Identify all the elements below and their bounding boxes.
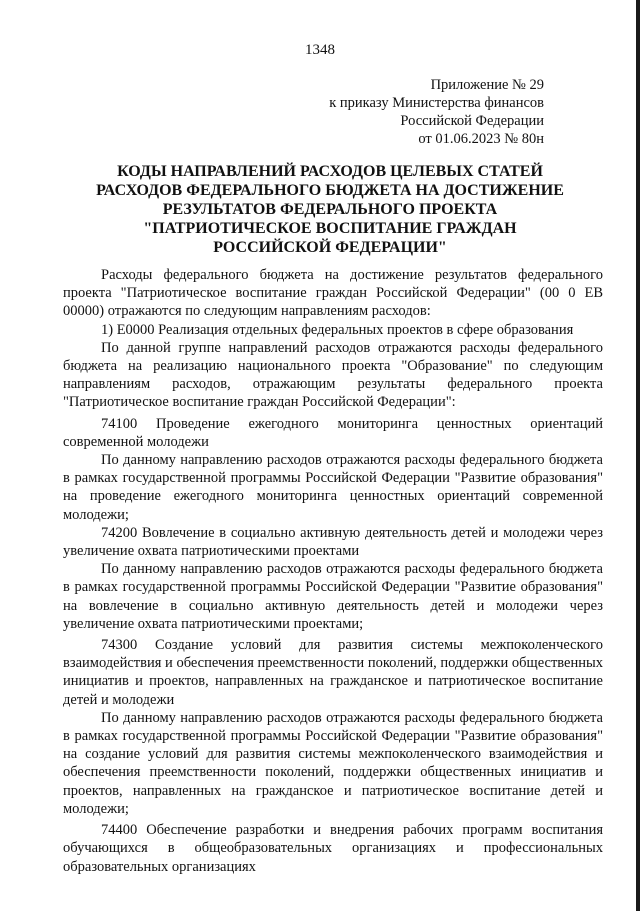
- title-line: РОССИЙСКОЙ ФЕДЕРАЦИИ": [213, 239, 447, 256]
- code-74300-heading: 74300 Создание условий для развития системы межпоколенческого взаимодействия и обеспечения преемственности поколений, поддержки общественных инициатив и проектов, направленных на гражданское и патриотическое воспитание детей и молодежи: [63, 637, 603, 708]
- title-line: КОДЫ НАПРАВЛЕНИЙ РАСХОДОВ ЦЕЛЕВЫХ СТАТЕЙ: [117, 163, 543, 180]
- code-74400-heading: 74400 Обеспечение разработки и внедрения рабочих программ воспитания обучающихся в общеобразовательных организациях и профессиональных образовательных организациях: [63, 822, 603, 875]
- title-line: "ПАТРИОТИЧЕСКОЕ ВОСПИТАНИЕ ГРАЖДАН: [143, 220, 517, 237]
- document-title: [60, 162, 600, 257]
- group-description: По данной группе направлений расходов отражаются расходы федерального бюджета на реализацию национального проекта "Образование" по следующим направлениям расходов, отражающим результаты федерального проекта "Патриотическое воспитание граждан Российской Федерации":: [63, 339, 603, 411]
- appendix-line: Российской Федерации: [400, 113, 544, 129]
- code-74100-description: По данному направлению расходов отражаются расходы федерального бюджета в рамках государственной программы Российской Федерации "Развитие образования" на проведение ежегодного мониторинга ценностных ориентаций современной молодежи;: [63, 452, 603, 523]
- title-line: РЕЗУЛЬТАТОВ ФЕДЕРАЛЬНОГО ПРОЕКТА: [162, 201, 498, 218]
- page-number: 1348: [305, 42, 335, 58]
- code-74300-description: По данному направлению расходов отражаются расходы федерального бюджета в рамках государственной программы Российской Федерации "Развитие образования" на создание условий для развития системы межпоколенческого взаимодействия и обеспечения преемственности поколений, поддержки общественных инициатив и проектов, направленных на гражданское и патриотическое воспитание детей и молодежи;: [63, 709, 603, 817]
- appendix-line: к приказу Министерства финансов: [329, 95, 544, 111]
- code-74200-description: По данному направлению расходов отражаются расходы федерального бюджета в рамках государственной программы Российской Федерации "Развитие образования" на вовлечение в социально активную деятельность детей и молодежи через увеличение охвата патриотическими проектами;: [63, 561, 603, 632]
- intro-paragraph: Расходы федерального бюджета на достижение результатов федерального проекта "Патриотическое воспитание граждан Российской Федерации" (00 0 ЕВ 00000) отражаются по следующим направлениям расходов:: [63, 267, 603, 320]
- scan-edge-shadow: [636, 0, 640, 911]
- appendix-line: Приложение № 29: [430, 77, 544, 93]
- group-heading: 1) Е0000 Реализация отдельных федеральных проектов в сфере образования: [101, 321, 574, 338]
- title-line: РАСХОДОВ ФЕДЕРАЛЬНОГО БЮДЖЕТА НА ДОСТИЖЕНИЕ: [96, 182, 564, 199]
- appendix-header: [329, 76, 544, 148]
- code-74100-heading: 74100 Проведение ежегодного мониторинга ценностных ориентаций современной молодежи: [63, 415, 603, 450]
- code-74200-heading: 74200 Вовлечение в социально активную деятельность детей и молодежи через увеличение охвата патриотическими проектами: [63, 524, 603, 560]
- appendix-line: от 01.06.2023 № 80н: [418, 131, 544, 147]
- document-body: [63, 266, 603, 876]
